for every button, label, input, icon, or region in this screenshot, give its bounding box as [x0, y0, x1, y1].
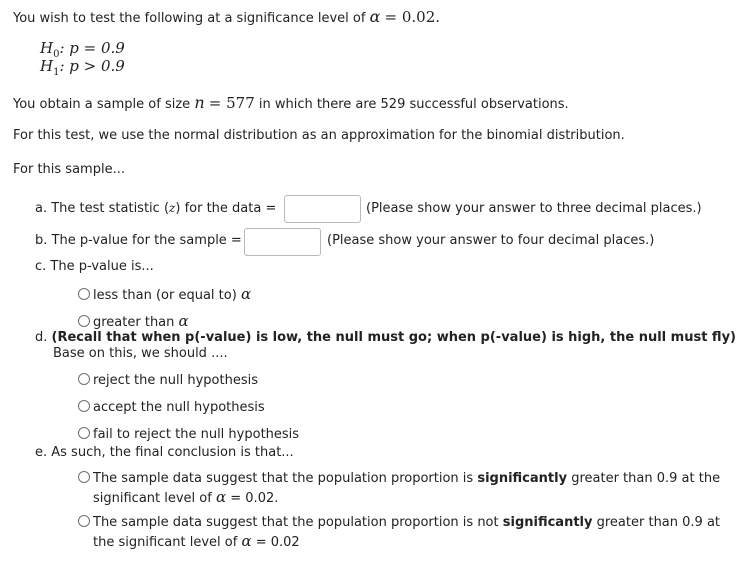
qa-label-end: ) for the data = — [175, 201, 277, 216]
less-than-label: less than (or equal to) — [93, 288, 237, 303]
radio-less-than[interactable] — [78, 288, 90, 300]
sample-suffix: in which there are 529 successful observations. — [258, 97, 569, 112]
accept-label: accept the null hypothesis — [93, 400, 265, 415]
alpha-symbol-c2: α — [178, 312, 189, 330]
option-conclusion-significant[interactable] — [78, 471, 720, 486]
test-statistic-input[interactable] — [284, 195, 361, 223]
n-value: = 577 — [208, 94, 255, 112]
conc2-d: = 0.02 — [255, 535, 300, 550]
conc2-bold: significantly — [502, 515, 593, 530]
p-value-input[interactable] — [244, 228, 321, 256]
qd-prefix: d. — [35, 330, 48, 345]
question-b-hint: (Please show your answer to four decimal places.) — [327, 233, 655, 248]
option-reject[interactable] — [78, 373, 258, 388]
approx-text: For this test, we use the normal distribution as an approximation for the binomial distribution. — [13, 128, 625, 143]
alpha-value: = 0.02. — [384, 8, 441, 26]
question-e-label: e. As such, the final conclusion is that... — [35, 445, 294, 460]
option-accept[interactable] — [78, 400, 265, 415]
option-fail-to-reject[interactable] — [78, 427, 299, 442]
radio-reject[interactable] — [78, 373, 90, 385]
conc1-d: = 0.02. — [230, 491, 279, 506]
conc1-a: The sample data suggest that the population proportion is — [93, 471, 474, 486]
question-b-label: b. The p-value for the sample = — [35, 233, 242, 248]
conc2-b: greater than 0.9 at — [596, 515, 721, 530]
conc2-a: The sample data suggest that the population proportion is not — [93, 515, 499, 530]
intro-line — [13, 7, 440, 26]
question-c-label: c. The p-value is... — [35, 259, 154, 274]
h0-sub: 0 — [53, 49, 60, 60]
greater-than-label: greater than — [93, 315, 175, 330]
alt-hypothesis — [40, 57, 125, 78]
option-conclusion-significant-line2 — [93, 488, 278, 506]
intro-text: You wish to test the following at a significance level of — [13, 11, 366, 26]
conc1-b: greater than 0.9 at the — [571, 471, 721, 486]
z-symbol: z — [169, 201, 176, 215]
conc2-c: the significant level of — [93, 535, 238, 550]
h1-sub: 1 — [53, 67, 60, 78]
radio-fail-to-reject[interactable] — [78, 427, 90, 439]
sample-line — [13, 93, 569, 112]
alpha-symbol-e1: α — [215, 488, 227, 506]
option-greater-than[interactable] — [78, 312, 189, 330]
question-d-line2: Base on this, we should .... — [53, 346, 228, 361]
alpha-symbol-c1: α — [240, 285, 252, 303]
alpha-symbol: α — [369, 7, 381, 26]
conc1-c: significant level of — [93, 491, 212, 506]
radio-accept[interactable] — [78, 400, 90, 412]
h1-body: : p > 0.9 — [59, 57, 125, 75]
for-sample-text: For this sample... — [13, 162, 125, 177]
h0-body: : p = 0.9 — [59, 39, 125, 57]
option-conclusion-not-significant[interactable] — [78, 515, 720, 530]
h0-label: H — [40, 39, 54, 57]
option-conclusion-not-significant-line2 — [93, 532, 300, 550]
h1-label: H — [40, 57, 54, 75]
radio-conclusion-significant[interactable] — [78, 471, 90, 483]
question-a-label — [35, 201, 276, 216]
radio-greater-than[interactable] — [78, 315, 90, 327]
conc1-bold: significantly — [477, 471, 568, 486]
alpha-symbol-e2: α — [241, 532, 252, 550]
question-a-hint: (Please show your answer to three decimal places.) — [366, 201, 702, 216]
qd-bold-text: (Recall that when p(-value) is low, the null must go; when p(-value) is high, the null must fly) — [51, 330, 736, 345]
n-symbol: n — [194, 93, 205, 112]
question-d-label — [35, 330, 736, 345]
radio-conclusion-not-significant[interactable] — [78, 515, 90, 527]
sample-prefix: You obtain a sample of size — [13, 97, 191, 112]
fail-to-reject-label: fail to reject the null hypothesis — [93, 427, 300, 442]
option-less-than[interactable] — [78, 285, 251, 303]
qa-label: a. The test statistic ( — [35, 201, 170, 216]
reject-label: reject the null hypothesis — [93, 373, 258, 388]
